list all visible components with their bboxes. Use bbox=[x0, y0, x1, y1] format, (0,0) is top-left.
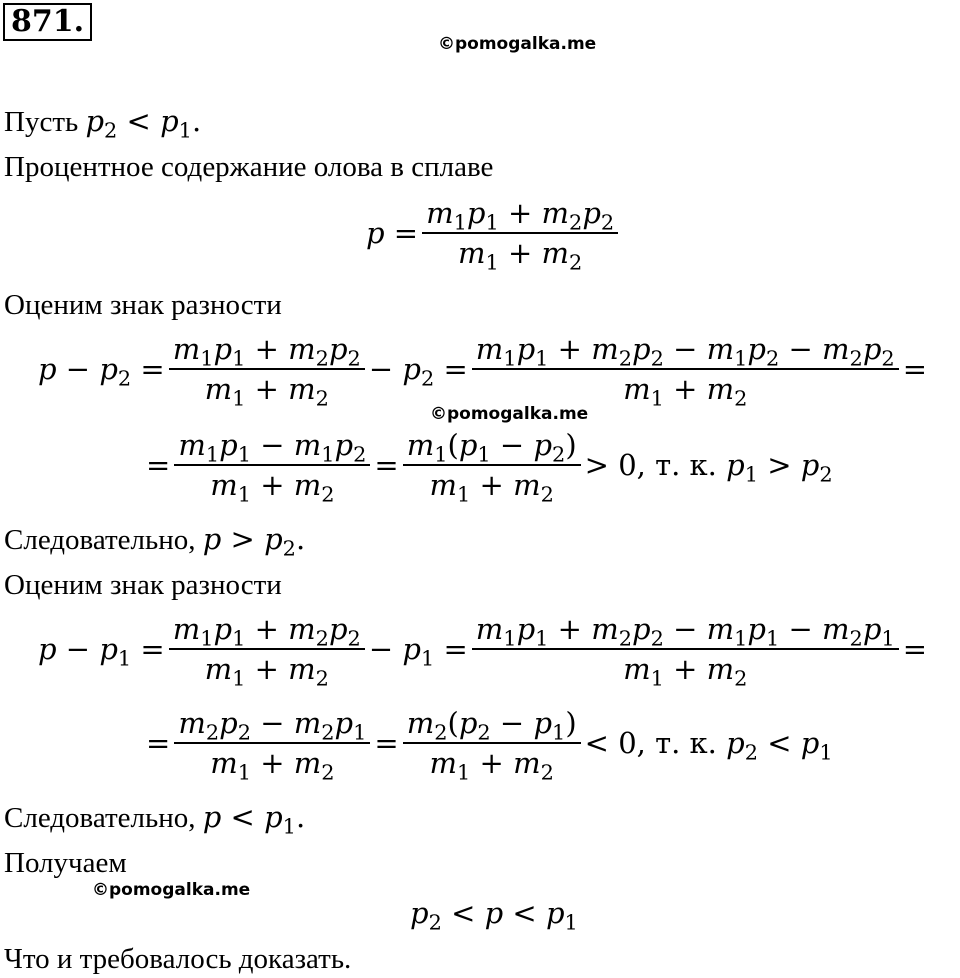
difference-p1-row2: = $\frac{m_2p_2 - m_2p_1}{m_1 + m_2}$ = $\frac{m_2(p_2 - p_1)}{m_1 + m_2}$ < 0, т. к. $p_2 < p_1$ bbox=[146, 706, 833, 785]
final-inequality: $p_2 < p < p_1$ bbox=[410, 896, 578, 935]
formula-p: p = $\frac{m_1p_1 + m_2p_2}{m_1 + m_2}$ bbox=[366, 196, 622, 270]
problem-number: 871. bbox=[3, 3, 92, 41]
estimate-line-1: Оценим знак разности bbox=[4, 289, 282, 321]
get-line: Получаем bbox=[4, 847, 127, 879]
difference-p2-row2: = $\frac{m_1p_1 - m_1p_2}{m_1 + m_2}$ = $\frac{m_1(p_1 - p_2)}{m_1 + m_2}$ > 0, т. к. $p_1 > p_2$ bbox=[146, 428, 833, 507]
estimate-line-2: Оценим знак разности bbox=[4, 569, 282, 601]
assumption-line: Пусть $p_2 < p_1$. bbox=[4, 104, 202, 143]
watermark: ©pomogalka.me bbox=[438, 34, 597, 54]
difference-p1-row1: $p - p_1$ = $\frac{m_1p_1 + m_2p_2}{m_1 + m_2}$ − $p_1$ = $\frac{m_1p_1 + m_2p_2 - m_1p_1 - m_2p_1}{m_1 + m_2}$ = bbox=[38, 612, 928, 691]
qed-line: Что и требовалось доказать. bbox=[4, 943, 352, 975]
conclusion-2: Следовательно, $p < p_1$. bbox=[4, 800, 306, 839]
watermark: ©pomogalka.me bbox=[430, 404, 589, 424]
percent-line: Процентное содержание олова в сплаве bbox=[4, 151, 494, 183]
difference-p2-row1: $p - p_2$ = $\frac{m_1p_1 + m_2p_2}{m_1 + m_2}$ − $p_2$ = $\frac{m_1p_1 + m_2p_2 - m_1p_2 - m_2p_2}{m_1 + m_2}$ = bbox=[38, 332, 928, 411]
conclusion-1: Следовательно, $p > p_2$. bbox=[4, 522, 306, 561]
watermark: ©pomogalka.me bbox=[92, 880, 251, 900]
